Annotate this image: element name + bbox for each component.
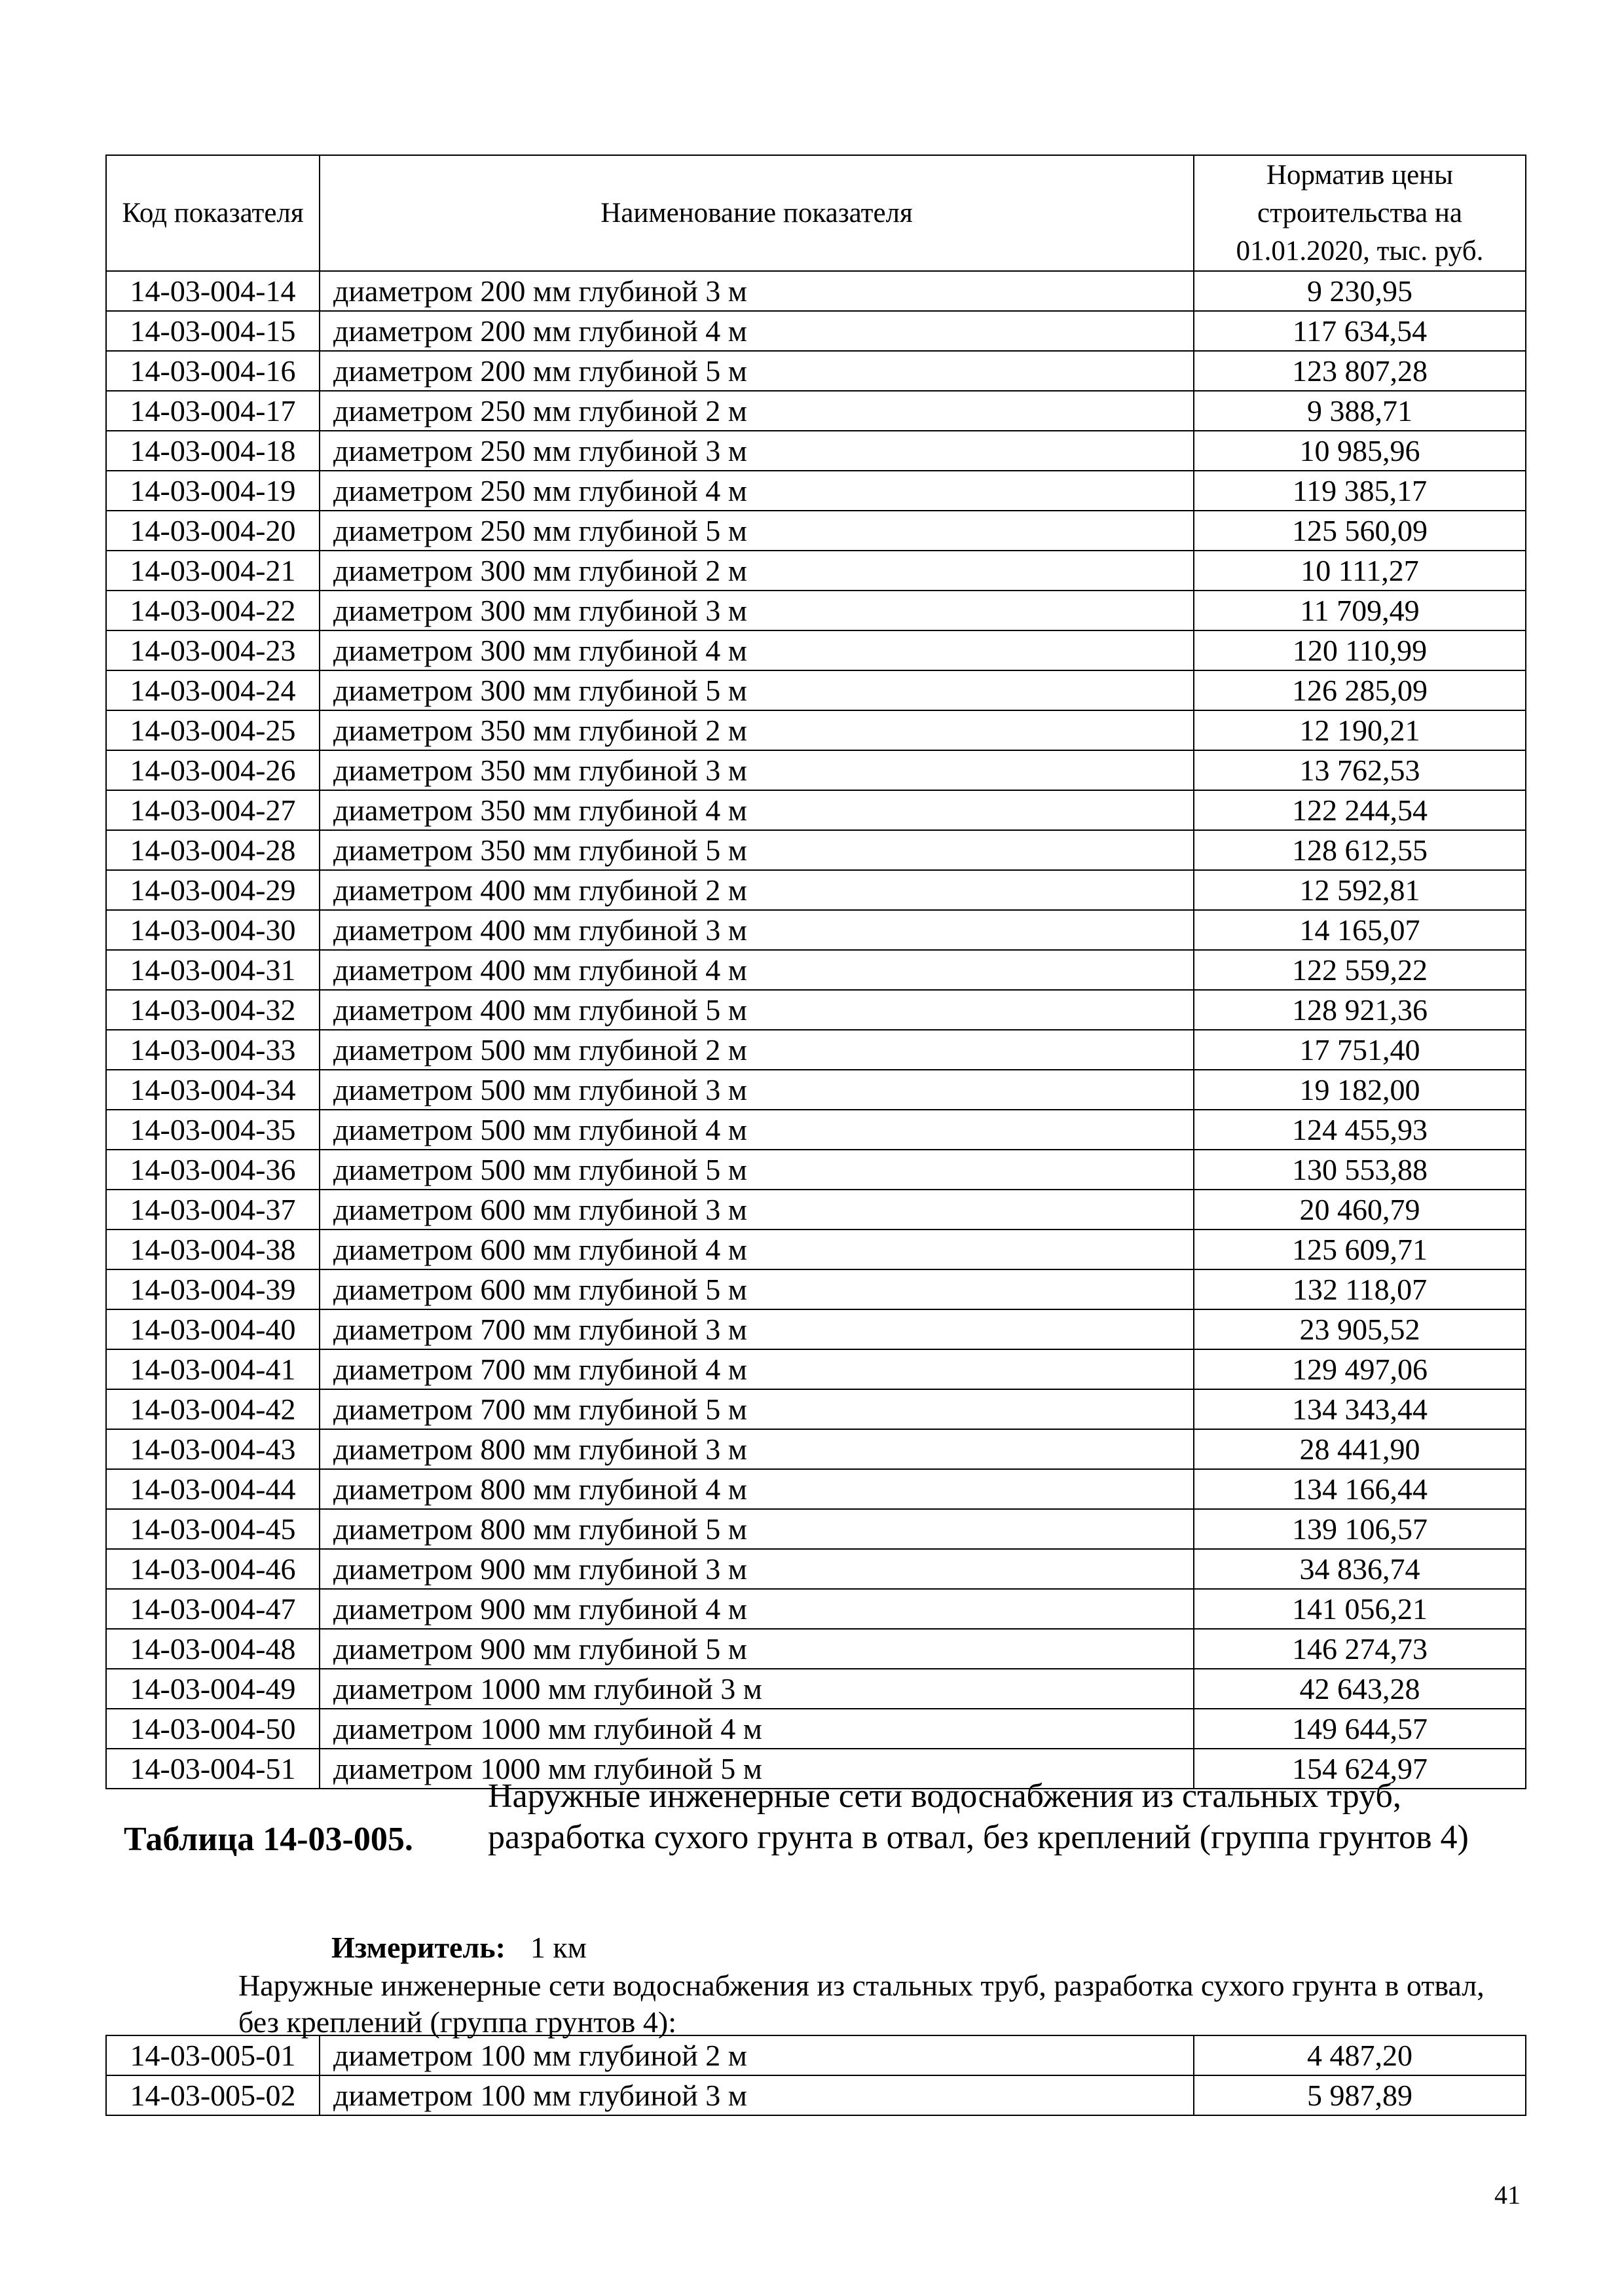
row-code: 14-03-004-30 [106,910,320,950]
table-body-2 [106,2035,1526,2115]
unit-line [331,1929,587,1966]
row-value: 122 244,54 [1194,790,1526,830]
table-row [106,551,1526,591]
row-code: 14-03-004-46 [106,1549,320,1589]
row-name: диаметром 1000 мм глубиной 3 м [320,1669,1194,1709]
row-code: 14-03-004-24 [106,670,320,710]
row-name: диаметром 250 мм глубиной 5 м [320,511,1194,551]
table-row [106,1549,1526,1589]
row-name: диаметром 100 мм глубиной 2 м [320,2035,1194,2075]
row-code: 14-03-004-34 [106,1070,320,1110]
row-code: 14-03-004-45 [106,1509,320,1549]
header-code: Код показателя [106,155,320,271]
row-value: 146 274,73 [1194,1629,1526,1669]
row-name: диаметром 700 мм глубиной 5 м [320,1389,1194,1429]
row-code: 14-03-004-44 [106,1469,320,1509]
table-row [106,1190,1526,1230]
row-value: 11 709,49 [1194,591,1526,630]
row-code: 14-03-004-25 [106,710,320,750]
table-row [106,990,1526,1030]
row-value: 120 110,99 [1194,630,1526,670]
row-value: 149 644,57 [1194,1709,1526,1749]
row-code: 14-03-004-48 [106,1629,320,1669]
row-value: 124 455,93 [1194,1110,1526,1150]
row-value: 4 487,20 [1194,2035,1526,2075]
row-code: 14-03-004-33 [106,1030,320,1070]
row-name: диаметром 900 мм глубиной 3 м [320,1549,1194,1589]
table-header-row [106,155,1526,271]
row-value: 132 118,07 [1194,1269,1526,1309]
row-value: 23 905,52 [1194,1309,1526,1349]
row-name: диаметром 600 мм глубиной 3 м [320,1190,1194,1230]
row-code: 14-03-004-31 [106,950,320,990]
row-code: 14-03-004-28 [106,830,320,870]
table-title: Наружные инженерные сети водоснабжения из стальных труб, разработка сухого грунта в отвал, без креплений (группа грунтов 4) [488,1777,1469,1856]
row-value: 13 762,53 [1194,750,1526,790]
table-row [106,1110,1526,1150]
row-value: 130 553,88 [1194,1150,1526,1190]
row-name: диаметром 400 мм глубиной 5 м [320,990,1194,1030]
row-code: 14-03-004-16 [106,351,320,391]
row-value: 12 592,81 [1194,870,1526,910]
row-code: 14-03-004-14 [106,271,320,311]
row-value: 129 497,06 [1194,1349,1526,1389]
row-value: 123 807,28 [1194,351,1526,391]
row-value: 134 166,44 [1194,1469,1526,1509]
row-name: диаметром 800 мм глубиной 4 м [320,1469,1194,1509]
table-body [106,271,1526,1789]
row-code: 14-03-005-01 [106,2035,320,2075]
row-name: диаметром 600 мм глубиной 4 м [320,1230,1194,1269]
table-row [106,710,1526,750]
row-name: диаметром 900 мм глубиной 4 м [320,1589,1194,1629]
row-value: 34 836,74 [1194,1549,1526,1589]
row-value: 17 751,40 [1194,1030,1526,1070]
row-name: диаметром 200 мм глубиной 4 м [320,311,1194,351]
row-code: 14-03-004-39 [106,1269,320,1309]
row-name: диаметром 400 мм глубиной 3 м [320,910,1194,950]
row-value: 125 560,09 [1194,511,1526,551]
row-name: диаметром 200 мм глубиной 3 м [320,271,1194,311]
row-value: 9 230,95 [1194,271,1526,311]
row-value: 117 634,54 [1194,311,1526,351]
table-row [106,1509,1526,1549]
table-row [106,471,1526,511]
table-row [106,670,1526,710]
row-name: диаметром 350 мм глубиной 4 м [320,790,1194,830]
table-row [106,511,1526,551]
row-code: 14-03-004-37 [106,1190,320,1230]
row-value: 20 460,79 [1194,1190,1526,1230]
row-name: диаметром 200 мм глубиной 5 м [320,351,1194,391]
table-row [106,1429,1526,1469]
table-row [106,431,1526,471]
row-code: 14-03-004-38 [106,1230,320,1269]
row-value: 5 987,89 [1194,2075,1526,2115]
table-row [106,870,1526,910]
row-code: 14-03-004-27 [106,790,320,830]
row-name: диаметром 300 мм глубиной 3 м [320,591,1194,630]
row-value: 10 111,27 [1194,551,1526,591]
row-name: диаметром 350 мм глубиной 2 м [320,710,1194,750]
table-row [106,1629,1526,1669]
row-name: диаметром 250 мм глубиной 2 м [320,391,1194,431]
row-name: диаметром 1000 мм глубиной 5 м [320,1749,1194,1789]
row-code: 14-03-004-41 [106,1349,320,1389]
row-code: 14-03-004-50 [106,1709,320,1749]
row-value: 9 388,71 [1194,391,1526,431]
table-row [106,630,1526,670]
row-value: 12 190,21 [1194,710,1526,750]
row-name: диаметром 500 мм глубиной 2 м [320,1030,1194,1070]
price-table [105,155,1526,1789]
row-name: диаметром 500 мм глубиной 3 м [320,1070,1194,1110]
row-value: 139 106,57 [1194,1509,1526,1549]
table-row [106,2075,1526,2115]
row-name: диаметром 800 мм глубиной 3 м [320,1429,1194,1469]
row-value: 134 343,44 [1194,1389,1526,1429]
row-code: 14-03-004-20 [106,511,320,551]
row-name: диаметром 800 мм глубиной 5 м [320,1509,1194,1549]
row-code: 14-03-004-23 [106,630,320,670]
table-row [106,391,1526,431]
table-row [106,2035,1526,2075]
row-code: 14-03-004-36 [106,1150,320,1190]
row-code: 14-03-004-43 [106,1429,320,1469]
table-row [106,1589,1526,1629]
row-value: 19 182,00 [1194,1070,1526,1110]
unit-label: Измеритель: [331,1931,506,1964]
row-code: 14-03-004-51 [106,1749,320,1789]
row-name: диаметром 500 мм глубиной 5 м [320,1150,1194,1190]
table-row [106,1469,1526,1509]
row-name: диаметром 1000 мм глубиной 4 м [320,1709,1194,1749]
row-name: диаметром 400 мм глубиной 4 м [320,950,1194,990]
row-name: диаметром 250 мм глубиной 3 м [320,431,1194,471]
row-code: 14-03-004-40 [106,1309,320,1349]
table-row [106,591,1526,630]
row-code: 14-03-004-18 [106,431,320,471]
row-name: диаметром 400 мм глубиной 2 м [320,870,1194,910]
table-row [106,790,1526,830]
row-value: 126 285,09 [1194,670,1526,710]
row-code: 14-03-004-32 [106,990,320,1030]
row-value: 10 985,96 [1194,431,1526,471]
row-value: 119 385,17 [1194,471,1526,511]
row-code: 14-03-004-47 [106,1589,320,1629]
table-label: Таблица 14-03-005. [124,1821,413,1858]
table-row [106,1269,1526,1309]
table-row [106,1389,1526,1429]
row-value: 28 441,90 [1194,1429,1526,1469]
row-name: диаметром 350 мм глубиной 5 м [320,830,1194,870]
price-table-2 [105,2035,1526,2116]
table-row [106,1030,1526,1070]
row-code: 14-03-004-22 [106,591,320,630]
page-number: 41 [1494,2180,1521,2210]
row-name: диаметром 250 мм глубиной 4 м [320,471,1194,511]
row-value: 42 643,28 [1194,1669,1526,1709]
section-intro: Наружные инженерные сети водоснабжения из стальных труб, разработка сухого грунта в отвал, без креплений (группа грунтов 4): [238,1969,1485,2039]
row-code: 14-03-004-26 [106,750,320,790]
row-name: диаметром 300 мм глубиной 5 м [320,670,1194,710]
table-row [106,830,1526,870]
row-value: 154 624,97 [1194,1749,1526,1789]
unit-value: 1 км [530,1931,587,1964]
row-code: 14-03-004-15 [106,311,320,351]
table-row [106,1070,1526,1110]
row-name: диаметром 600 мм глубиной 5 м [320,1269,1194,1309]
row-code: 14-03-004-35 [106,1110,320,1150]
row-name: диаметром 700 мм глубиной 3 м [320,1309,1194,1349]
table-row [106,950,1526,990]
row-code: 14-03-004-17 [106,391,320,431]
row-name: диаметром 500 мм глубиной 4 м [320,1110,1194,1150]
row-value: 141 056,21 [1194,1589,1526,1629]
table-row [106,1230,1526,1269]
table-row [106,1349,1526,1389]
row-code: 14-03-004-49 [106,1669,320,1709]
row-name: диаметром 350 мм глубиной 3 м [320,750,1194,790]
row-name: диаметром 100 мм глубиной 3 м [320,2075,1194,2115]
row-value: 128 612,55 [1194,830,1526,870]
row-name: диаметром 300 мм глубиной 4 м [320,630,1194,670]
row-code: 14-03-004-42 [106,1389,320,1429]
table-row [106,750,1526,790]
table-row [106,271,1526,311]
row-code: 14-03-004-21 [106,551,320,591]
row-name: диаметром 300 мм глубиной 2 м [320,551,1194,591]
table-row [106,1709,1526,1749]
row-value: 122 559,22 [1194,950,1526,990]
table-row [106,1309,1526,1349]
row-value: 125 609,71 [1194,1230,1526,1269]
table-row [106,910,1526,950]
row-value: 14 165,07 [1194,910,1526,950]
row-code: 14-03-004-19 [106,471,320,511]
table-row [106,311,1526,351]
header-name: Наименование показателя [320,155,1194,271]
table-row [106,1150,1526,1190]
header-price: Норматив цены строительства на 01.01.2020, тыс. руб. [1194,155,1526,271]
row-name: диаметром 700 мм глубиной 4 м [320,1349,1194,1389]
table-row [106,351,1526,391]
row-value: 128 921,36 [1194,990,1526,1030]
row-name: диаметром 900 мм глубиной 5 м [320,1629,1194,1669]
table-row [106,1669,1526,1709]
row-code: 14-03-005-02 [106,2075,320,2115]
row-code: 14-03-004-29 [106,870,320,910]
